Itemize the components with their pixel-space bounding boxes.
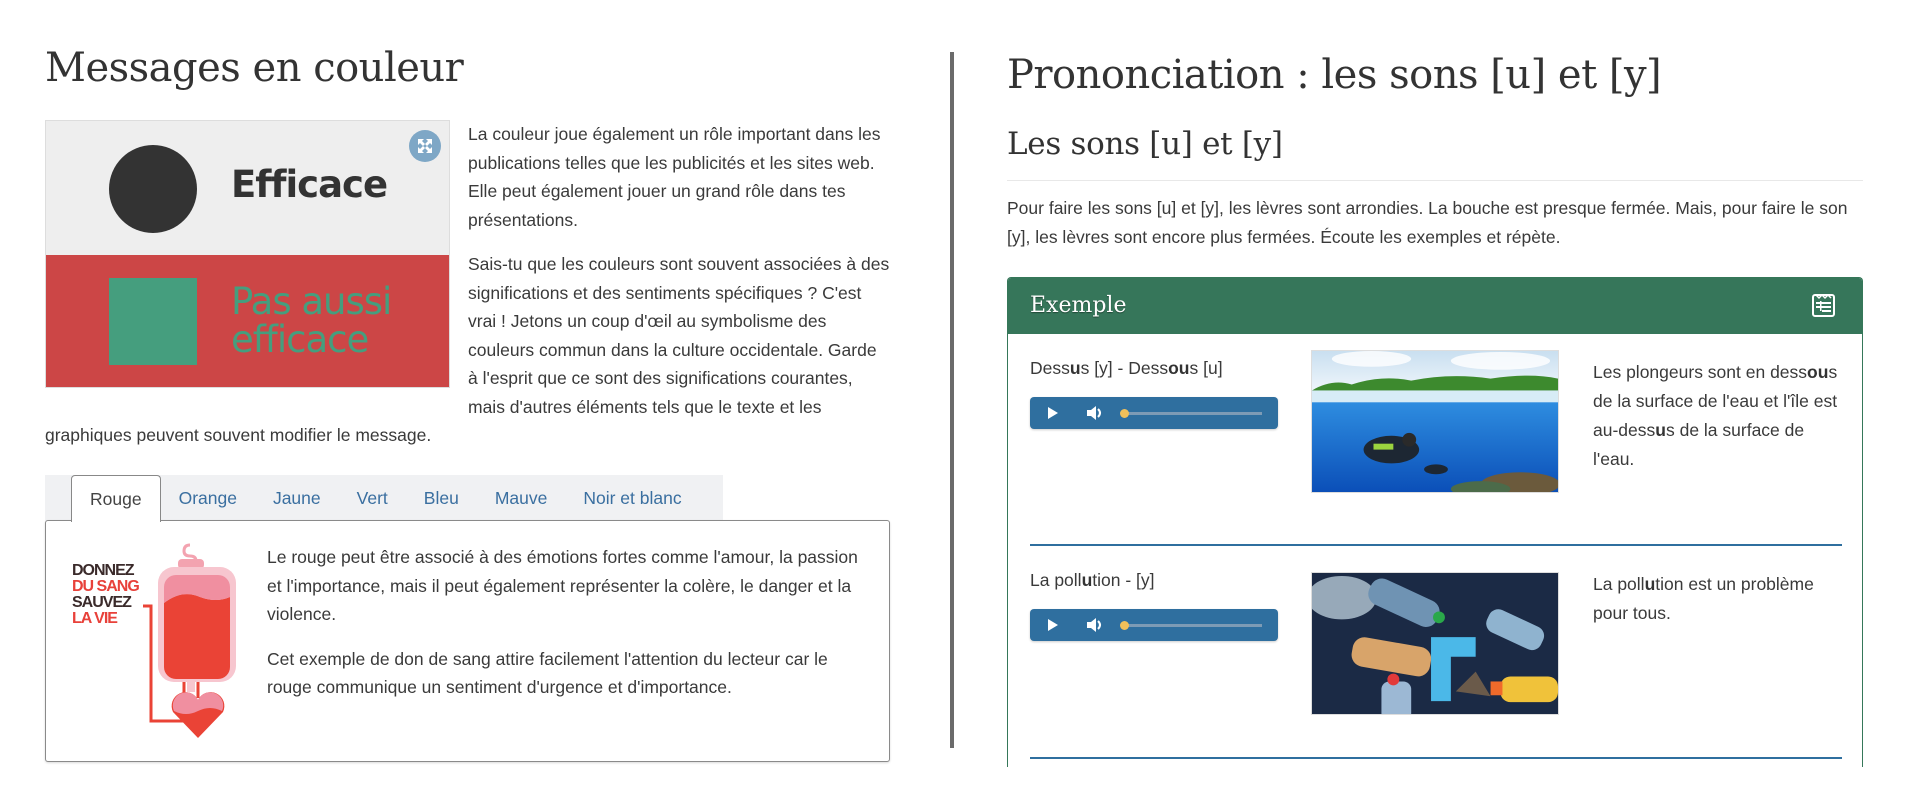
effective-half bbox=[46, 121, 449, 255]
ineffective-word: Pas aussi efficace bbox=[231, 280, 392, 361]
tab-noir-et-blanc[interactable]: Noir et blanc bbox=[583, 488, 682, 508]
column-divider bbox=[950, 52, 954, 748]
heading-rule bbox=[1007, 180, 1863, 181]
section-subtitle: Les sons [u] et [y] bbox=[1007, 126, 1283, 162]
color-comparison-image bbox=[45, 120, 450, 388]
example-description: Les plongeurs sont en dessous de la surface de l'eau et l'île est au-dessus de la surface de l'eau. bbox=[1593, 362, 1838, 469]
tab-rouge[interactable]: Rouge bbox=[71, 475, 161, 522]
expand-image-button[interactable] bbox=[409, 130, 441, 162]
seek-bar[interactable] bbox=[1124, 624, 1262, 627]
tab-paragraph-1: Le rouge peut être associé à des émotions fortes comme l'amour, la passion et l'importance, mais il peut également représenter la colère, le danger et la violence. bbox=[267, 547, 858, 624]
play-icon[interactable] bbox=[1046, 406, 1060, 420]
example-panel bbox=[1007, 277, 1863, 767]
example-panel-header bbox=[1008, 278, 1862, 334]
intro-paragraph-2: Sais-tu que les couleurs sont souvent associées à des significations et des sentiments spécifiques ? C'est vrai ! Jetons un coup d'œil au symbolisme des couleurs commun dans la culture occidentale. Garde à l'esprit que ce sont des significations courantes, mais d'autres éléments tels que le texte et les graphiques peuvent souvent modifier le message. bbox=[45, 254, 890, 445]
svg-text:DONNEZ: DONNEZ bbox=[72, 562, 134, 579]
diver-image bbox=[1311, 350, 1559, 493]
effective-word: Efficace bbox=[231, 163, 388, 206]
play-icon[interactable] bbox=[1046, 618, 1060, 632]
volume-icon[interactable] bbox=[1086, 617, 1104, 633]
expand-icon bbox=[416, 137, 434, 155]
seek-bar[interactable] bbox=[1124, 412, 1262, 415]
intro-paragraph-1: La couleur joue également un rôle important dans les publications telles que les publicités et les sites web. Elle peut également jouer un grand rôle dans tes présentations. bbox=[468, 124, 881, 230]
svg-text:SAUVEZ: SAUVEZ bbox=[72, 594, 131, 611]
dark-circle-shape bbox=[109, 145, 197, 233]
tab-jaune[interactable]: Jaune bbox=[272, 488, 321, 508]
tab-panel-rouge bbox=[45, 520, 890, 762]
tab-orange[interactable]: Orange bbox=[178, 488, 237, 508]
example-label: La pollution - [y] bbox=[1030, 570, 1155, 590]
example-row bbox=[1030, 334, 1840, 546]
tab-bleu[interactable]: Bleu bbox=[423, 488, 459, 508]
color-tabs bbox=[45, 475, 723, 521]
pronunciation-intro: Pour faire les sons [u] et [y], les lèvres sont arrondies. La bouche est presque fermée. Mais, pour faire le son [y], les lèvres sont encore plus fermées. Écoute les exemples et répète. bbox=[1007, 198, 1848, 247]
example-description: La pollution est un problème pour tous. bbox=[1593, 574, 1814, 623]
example-row bbox=[1030, 546, 1840, 758]
audio-player bbox=[1030, 609, 1278, 641]
tab-text bbox=[267, 543, 867, 718]
example-label: Dessus [y] - Dessous [u] bbox=[1030, 358, 1223, 378]
seek-handle[interactable] bbox=[1120, 621, 1129, 630]
page-title-left: Messages en couleur bbox=[45, 45, 464, 91]
svg-text:LA VIE: LA VIE bbox=[72, 610, 117, 627]
svg-text:DU SANG: DU SANG bbox=[72, 578, 139, 595]
example-panel-title: Exemple bbox=[1030, 293, 1127, 318]
seek-handle[interactable] bbox=[1120, 409, 1129, 418]
green-square-shape bbox=[109, 278, 197, 365]
blood-donation-poster bbox=[72, 543, 237, 738]
volume-icon[interactable] bbox=[1086, 405, 1104, 421]
notes-icon[interactable] bbox=[1812, 293, 1835, 317]
ineffective-half bbox=[46, 255, 449, 388]
row-divider bbox=[1030, 757, 1842, 759]
tab-mauve[interactable]: Mauve bbox=[494, 488, 548, 508]
tab-vert[interactable]: Vert bbox=[356, 488, 388, 508]
page-title-right: Prononciation : les sons [u] et [y] bbox=[1007, 52, 1662, 98]
plastic-pollution-image bbox=[1311, 572, 1559, 715]
audio-player bbox=[1030, 397, 1278, 429]
tab-paragraph-2: Cet exemple de don de sang attire facilement l'attention du lecteur car le rouge communique un sentiment d'urgence et d'importance. bbox=[267, 648, 828, 697]
